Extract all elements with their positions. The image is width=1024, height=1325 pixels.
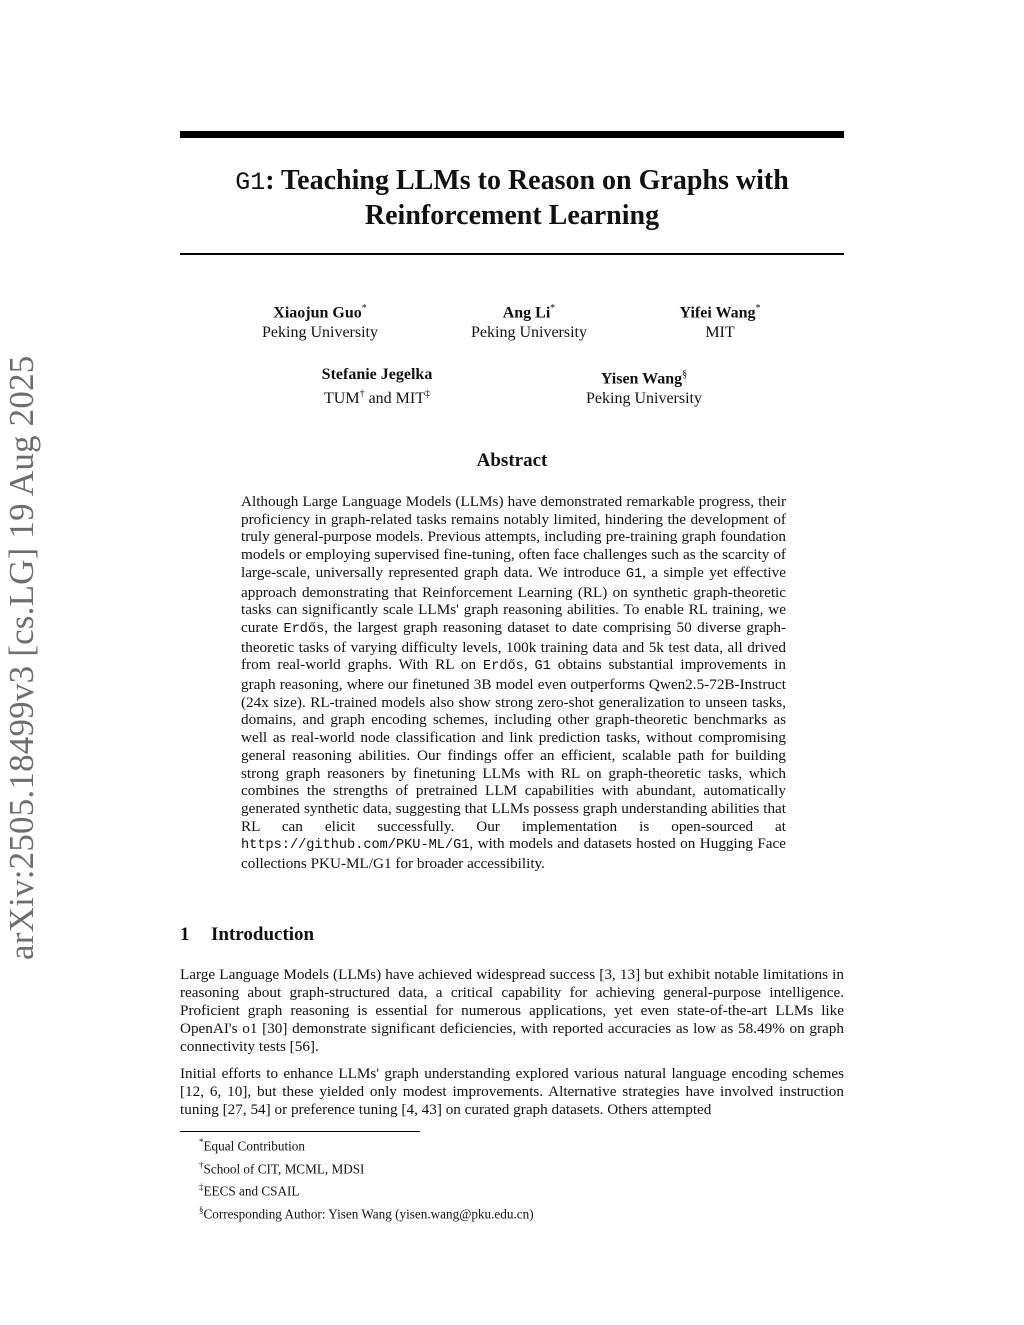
- footnote: †School of CIT, MCML, MDSI: [199, 1159, 365, 1177]
- title-bottom-rule: [180, 253, 844, 255]
- section-heading-introduction: [180, 924, 314, 946]
- footnote: *Equal Contribution: [199, 1137, 305, 1154]
- title-line-2: Reinforcement Learning: [364, 200, 660, 231]
- code-g1: G1: [625, 566, 643, 582]
- footnote: ‡EECS and CSAIL: [199, 1182, 300, 1199]
- intro-paragraph-2: Initial efforts to enhance LLMs' graph understanding explored various natural language encoding schemes [12, 6, 10], but these yielded only modest improvements. Alternative strategies have involved instruction tuning [27, 54] or preference tuning [4, 43] on curated graph datasets. Others attempted: [180, 1065, 844, 1118]
- footnotes: [199, 1133, 839, 1224]
- author-affiliation: TUM† and MIT‡: [324, 389, 430, 408]
- abstract-heading: Abstract: [476, 450, 548, 471]
- title-code: G1: [235, 168, 266, 197]
- title-top-rule: [180, 131, 844, 138]
- code-g1: G1: [534, 659, 551, 675]
- author-block: [564, 365, 724, 409]
- section-number: 1: [180, 924, 190, 945]
- intro-paragraph-1: Large Language Models (LLMs) have achieved widespread success [3, 13] but exhibit notable limitations in reasoning about graph-structured data, a critical capability for achieving general-purpose intelligence. Proficient graph reasoning is essential for numerous applications, yet even state-of-the-art LLMs like OpenAI's o1 [30] demonstrate significant deficiencies, with reported accuracies as low as 58.49% on graph connectivity tests [56].: [180, 966, 844, 1055]
- title-line-1: : Teaching LLMs to Reason on Graphs with: [265, 165, 789, 196]
- section-title: Introduction: [211, 924, 315, 945]
- code-erdos: Erdős: [283, 621, 325, 637]
- author-block: [449, 299, 609, 343]
- footnote: §Corresponding Author: Yisen Wang (yisen.wang@pku.edu.cn): [199, 1205, 534, 1222]
- author-affiliation: Peking University: [262, 324, 378, 342]
- paper-title: [180, 164, 844, 232]
- author-block: [297, 365, 457, 409]
- author-block: [240, 299, 400, 343]
- author-name: Stefanie Jegelka: [321, 366, 433, 383]
- author-name: Ang Li*: [502, 303, 556, 322]
- arxiv-identifier: arXiv:2505.18499v3 [cs.LG] 19 Aug 2025: [2, 355, 41, 960]
- repo-link[interactable]: https://github.com/PKU-ML/G1: [241, 838, 470, 854]
- author-affiliation: MIT: [705, 324, 735, 342]
- code-erdos: Erdős: [483, 659, 524, 675]
- abstract-text: Although Large Language Models (LLMs) have demonstrated remarkable progress, their proficiency in graph-related tasks remains notably limited, hindering the development of truly general-purpose models. Previous attempts, including pre-training graph foundation models or employing supervised fine-tuning, often face challenges such as the scarcity of large-scale, universally represented graph data. We introduce G1, a simple yet effective approach demonstrating that Reinforcement Learning (RL) on synthetic graph-theoretic tasks can significantly scale LLMs' graph reasoning abilities. To enable RL training, we curate Erdős, the largest graph reasoning dataset to date comprising 50 diverse graph-theoretic tasks of varying difficulty levels, 100k training data and 5k test data, all drived from real-world graphs. With RL on Erdős, G1 obtains substantial improvements in graph reasoning, where our finetuned 3B model even outperforms Qwen2.5-72B-Instruct (24x size). RL-trained models also show strong zero-shot generalization to unseen tasks, domains, and graph encoding schemes, including other graph-theoretic benchmarks as well as real-world node classification and link prediction tasks, without compromising general reasoning abilities. Our findings offer an efficient, scalable path for building strong graph reasoners by finetuning LLMs with RL on graph-theoretic tasks, which combines the strengths of pretrained LLM capabilities with abundant, automatically generated synthetic data, suggesting that LLMs possess graph understanding abilities that RL can elicit successfully. Our implementation is open-sourced at https://github.com/PKU-ML/G1, with models and datasets hosted on Hugging Face collections PKU-ML/G1 for broader accessibility.: [241, 493, 787, 873]
- author-affiliation: Peking University: [471, 324, 587, 342]
- author-name: Yifei Wang*: [679, 303, 761, 322]
- footnote-rule: [180, 1131, 420, 1132]
- author-name: Yisen Wang§: [600, 369, 688, 388]
- author-name: Xiaojun Guo*: [273, 303, 367, 322]
- author-affiliation: Peking University: [586, 390, 702, 408]
- author-block: [640, 299, 800, 343]
